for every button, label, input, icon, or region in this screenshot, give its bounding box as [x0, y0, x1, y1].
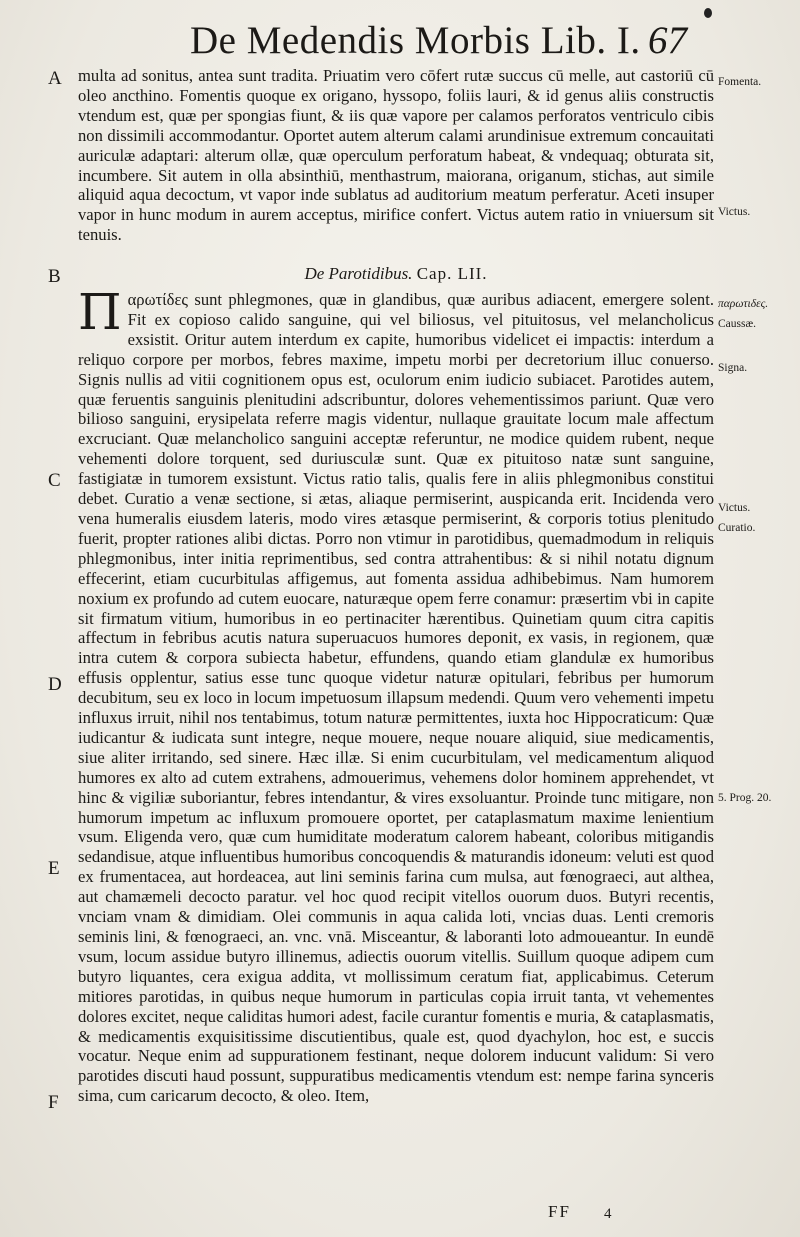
intro-paragraph — [78, 66, 714, 245]
signature-number: 4 — [604, 1206, 612, 1222]
chapter-number: Cap. LII. — [416, 264, 488, 283]
section-letter-f: F — [48, 1092, 59, 1113]
drop-cap: Π — [78, 283, 122, 341]
page-number: 67 — [648, 19, 687, 62]
margin-note-causae: Caussæ. — [718, 318, 757, 330]
margin-note-prognostic-ref: 5. Prog. 20. — [718, 792, 772, 804]
margin-note-curatio: Curatio. — [718, 522, 756, 534]
margin-note-signa: Signa. — [718, 362, 748, 374]
margin-note-fomenta: Fomenta. — [718, 76, 762, 88]
chapter-title: De Parotidibus. — [304, 264, 413, 283]
section-letter-e: E — [48, 858, 60, 879]
chapter-body — [78, 283, 714, 1106]
section-letter-a: A — [48, 68, 62, 89]
signature-mark: FF — [548, 1202, 571, 1221]
section-letter-d: D — [48, 674, 62, 695]
intro-text: multa ad sonitus, antea sunt tradita. Priuatim vero cōfert rutæ succus cū melle, aut castoriū cū oleo ancthino. Fomentis quoque ex origano, hyssopo, foliis lauri, & id genus aliis constructis vtendum est, quæ per spongias fiunt, & iis quæ vapore per calamos perforatos ventriculo cibis non dissimili accommodantur. Oportet autem alterum calami arundinisue extremum concauitati auriculæ adaptari: alterum ollæ, quæ operculum perforatum habeat, & vndequaq; obturata sit, incumbere. Sit autem in olla absinthiū, menthastrum, maiorana, origanum, stichas, aut simile aliquid aqua decoctum, vt vapor inde sublatus ad auditorium meatum perferatur. Aceti insuper vapor in hunc modum in aurem acceptus, mirifice confert. Victus autem ratio in vniuersum sit tenuis. — [78, 66, 714, 245]
ink-spot — [704, 8, 712, 18]
page-header — [190, 12, 750, 62]
section-letter-c: C — [48, 470, 61, 491]
body-paragraph: αρωτίδες sunt phlegmones, quæ in glandibus, quæ auribus adiacent, emergere solent. Fit ex copioso calido sanguine, qui vel biliosus, vel pituitosus, vel melancholicus exsistit. Oritur autem interdum ex capite, humoribus videlicet ei impactis: interdum a reliquo corpore per morbos, febres maxime, impetu morbi per decretorium illuc conuerso. Signis nullis ad vitii cognitionem opus est, oculorum enim iudicio subiacet. Parotides autem, quæ feruentis sanguinis plenitudini adscribuntur, dolores vehementissimos pariunt. Quæ vero bilioso sanguini, erysipelata referre magis videntur, nullaque grauitate locum male affectum excruciant. Quæ melancholico sanguini acceptæ referuntur, ne modice quidem rubent, neque vehementi dolore torquent, sed duriusculæ sunt. Quæ ex pituitoso natæ sunt sanguine, fastigiatæ in tumorem exsistunt. Victus ratio talis, qualis fere in aliis phlegmonibus constitui debet. Curatio a venæ sectione, si ætas, aliaque permiserint, auspicanda erit. Incidenda vero vena humeralis eiusdem lateris, modo vires ætasque permiserint, & corporis totius plenitudo fuerit, propter rationes alibi dictas. Porro non vtimur in parotidibus, quemadmodum in reliquis phlegmonibus, inter initia reprimentibus, sed contra attrahentibus: & si nihil notatu dignum effecerint, etiam cucurbitulas affigemus, aut fomenta assidua adhibebimus. Nam humorem noxium ex profundo ad cutem euocare, naturæque opem ferre conamur: præsertim vbi in capite sit firmatum vitium, humoribus in eo pertinaciter hærentibus. Quinetiam quum citra capitis affectum in febribus acutis natura superuacuos humores deponit, ex vasis, in regionem, quæ intra cutem & corpora subiecta habetur, effundens, quando etiam glandulæ ex humoribus effusis opplentur, satius esse tunc quoque videtur naturæ opitulari, febribus per humorum decubitum, seu ex loco in locum impetuosum illapsum medendi. Quum vero vehementi impetu influxus irruit, nihil nos tentabimus, totum naturæ permittentes, iuxta hoc Hippocraticum: Quæ iudicantur & iudicata sunt integre, neque mouere, neque nouare aliquid, siue medicamentis, siue aliter irritando, sed sinere. Hæc illæ. Si enim cucurbitulam, vel medicamentum aliquod humores ex alto ad cutem extrahens, admouerimus, vehemens dolor hominem apprehendet, vt hinc & vigiliæ suboriantur, febres intendantur, & vires exsoluantur. Proinde tunc mitigare, non humorum impetum ac influxum promouere oportet, per cataplasmatum maxime lenientium vsum. Eligenda vero, quæ cum humiditate moderatum calorem habeant, coloribus mitigandis sedandisue, atque influentibus humoribus concoquendis & maturandis idoneum: veluti est quod ex frumentacea, aut hordeacea, aut lini seminis farina cum mulsa, aut fœnograeci, aut althea, aut chamæmeli decocto paratur. vel hoc quod recipit vitellos ouorum duos. Butyri recentis, vnciam vnam & dimidiam. Olei communis in aqua calida loti, vncias duas. Lenti cremoris seminis lini, & fœnograeci, an. vnc. vnā. Misceantur, & laboranti loto admoueantur. In eundē vsum, locum assidue butyro illinemus, adiectis ouorum vitellis. Suillum quoque adipem cum butyro liquantes, cera exigua addita, vt mollissimum ceratum fiat, applicabimus. Ceterum mitiores parotidas, in quibus neque humorum in particulas copia irruit tanta, vt vehementes dolores excitet, neque caliditas humori adest, facile curantur fomentis e muria, & cataplasmatis, & medicamentis exquisitissime discutientibus, quale est, quod dyachylon, hoc est, e succis vocatur. Neque enim ad suppurationem festinant, neque dolorem inducunt validum: Si vero parotides discuti haud possunt, suppuratibus medicamentis vtendum est: nempe farina synceris sima, cum caricarum decocto, & oleo. Item, — [78, 290, 714, 1106]
section-letter-b: B — [48, 266, 61, 287]
chapter-heading — [78, 264, 714, 284]
margin-note-greek: παρωτιδες. — [718, 298, 769, 310]
margin-note-victus: Victus. — [718, 206, 751, 218]
running-title: De Medendis Morbis Lib. I. — [190, 19, 641, 62]
margin-note-victus-2: Victus. — [718, 502, 751, 514]
